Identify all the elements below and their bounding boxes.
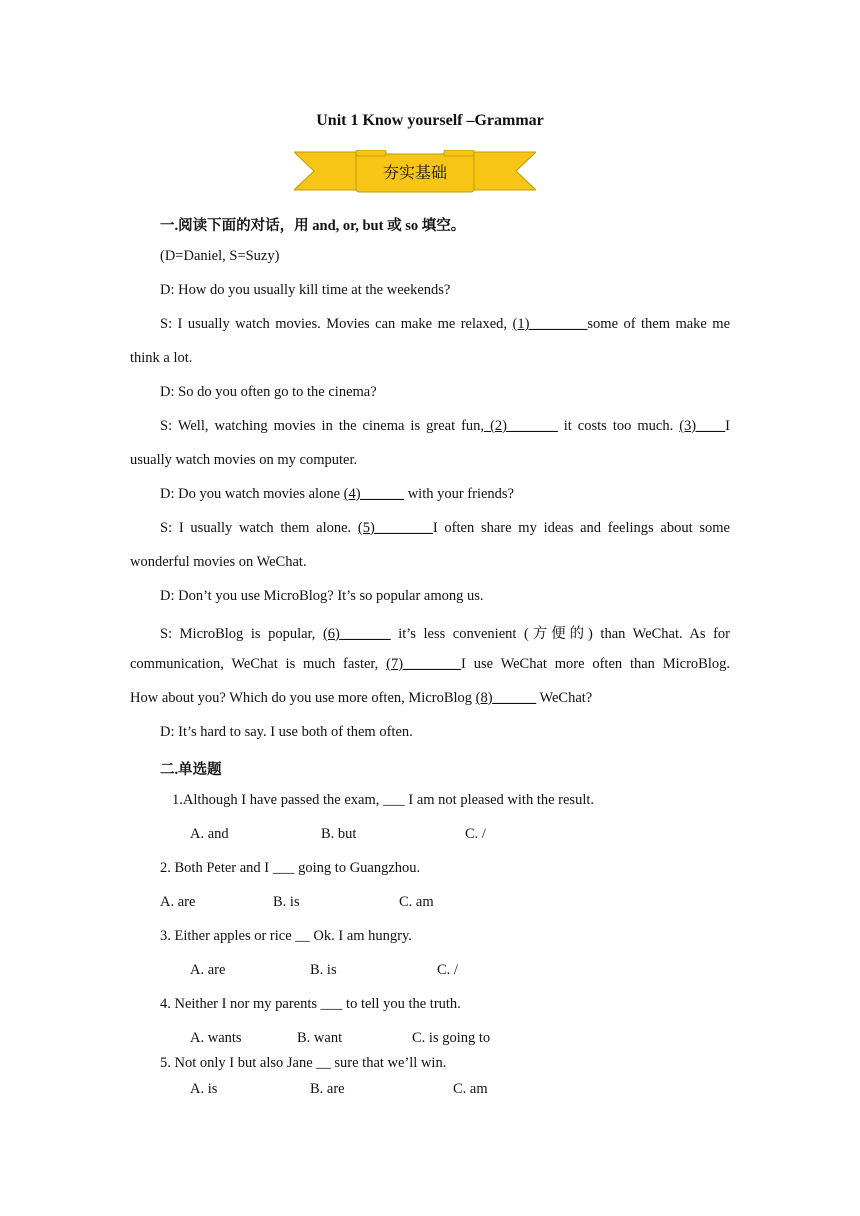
q5-option-a: A. is (190, 1081, 218, 1097)
q4-option-c: C. is going to (412, 1030, 491, 1046)
blank-5: (5)________ (357, 520, 433, 536)
blank-2: (2)_______ (484, 418, 558, 434)
dialogue-line-8b: communication, WeChat is much faster, (7)________I use WeChat more often than MicroBlog. (130, 656, 730, 672)
dialogue-line-1: D: How do you usually kill time at the weekends? (160, 282, 451, 298)
blank-7: (7)________ (386, 656, 462, 672)
dialogue-line-5: D: Do you watch movies alone (4)______ with your friends? (160, 486, 514, 502)
q2-option-b: B. is (273, 894, 300, 910)
banner-label: 夯实基础 (382, 163, 447, 182)
q2-option-c: C. am (399, 894, 434, 910)
ribbon-right-tail (474, 152, 536, 190)
question-1: 1.Although I have passed the exam, ___ I am not pleased with the result. (172, 792, 595, 808)
question-2: 2. Both Peter and I ___ going to Guangzhou. (160, 860, 421, 876)
page-title: Unit 1 Know yourself –Grammar (316, 112, 544, 129)
blank-1: (1)________ (512, 316, 588, 332)
section2-heading: 二.单选题 (160, 762, 222, 778)
q5-option-b: B. are (310, 1081, 345, 1097)
q2-option-a: A. are (160, 894, 196, 910)
question-3: 3. Either apples or rice __ Ok. I am hungry. (160, 928, 412, 944)
q3-option-a: A. are (190, 962, 226, 978)
dialogue-line-7: D: Don’t you use MicroBlog? It’s so popular among us. (160, 588, 484, 604)
question-4: 4. Neither I nor my parents ___ to tell you the truth. (160, 996, 461, 1012)
blank-4: (4)______ (343, 486, 405, 502)
q3-option-b: B. is (310, 962, 337, 978)
blank-8: (8)______ (475, 690, 537, 706)
question-5: 5. Not only I but also Jane __ sure that we’ll win. (160, 1055, 447, 1071)
q4-option-b: B. want (297, 1030, 343, 1046)
dialogue-line-4a: S: Well, watching movies in the cinema is great fun, (2)_______ it costs too much. (3)____I (160, 418, 730, 434)
blank-6: (6)_______ (322, 626, 391, 642)
q1-option-b: B. but (321, 826, 357, 842)
dialogue-intro: (D=Daniel, S=Suzy) (160, 248, 280, 264)
dialogue-line-2b: think a lot. (130, 350, 193, 366)
q1-option-a: A. and (190, 826, 229, 842)
ribbon-left-tail (294, 152, 356, 190)
dialogue-line-8a: S: MicroBlog is popular, (6)_______ it’s less convenient (方便的) than WeChat. As for (160, 626, 730, 642)
section1-heading: 一.阅读下面的对话，用 and, or, but 或 so 填空。 (160, 218, 466, 234)
q1-option-c: C. / (465, 826, 486, 842)
dialogue-line-4b: usually watch movies on my computer. (130, 452, 358, 468)
dialogue-line-6a: S: I usually watch them alone. (5)________I often share my ideas and feelings about some (160, 520, 730, 536)
blank-3: (3)____ (679, 418, 726, 434)
dialogue-line-8c: How about you? Which do you use more often, MicroBlog (8)______ WeChat? (130, 690, 593, 706)
q3-option-c: C. / (437, 962, 458, 978)
dialogue-line-3: D: So do you often go to the cinema? (160, 384, 377, 400)
dialogue-line-2a: S: I usually watch movies. Movies can make me relaxed, (1)________some of them make me (160, 316, 731, 332)
q4-option-a: A. wants (190, 1030, 242, 1046)
dialogue-line-9: D: It’s hard to say. I use both of them often. (160, 724, 413, 740)
dialogue-line-6b: wonderful movies on WeChat. (130, 554, 307, 570)
q5-option-c: C. am (453, 1081, 488, 1097)
